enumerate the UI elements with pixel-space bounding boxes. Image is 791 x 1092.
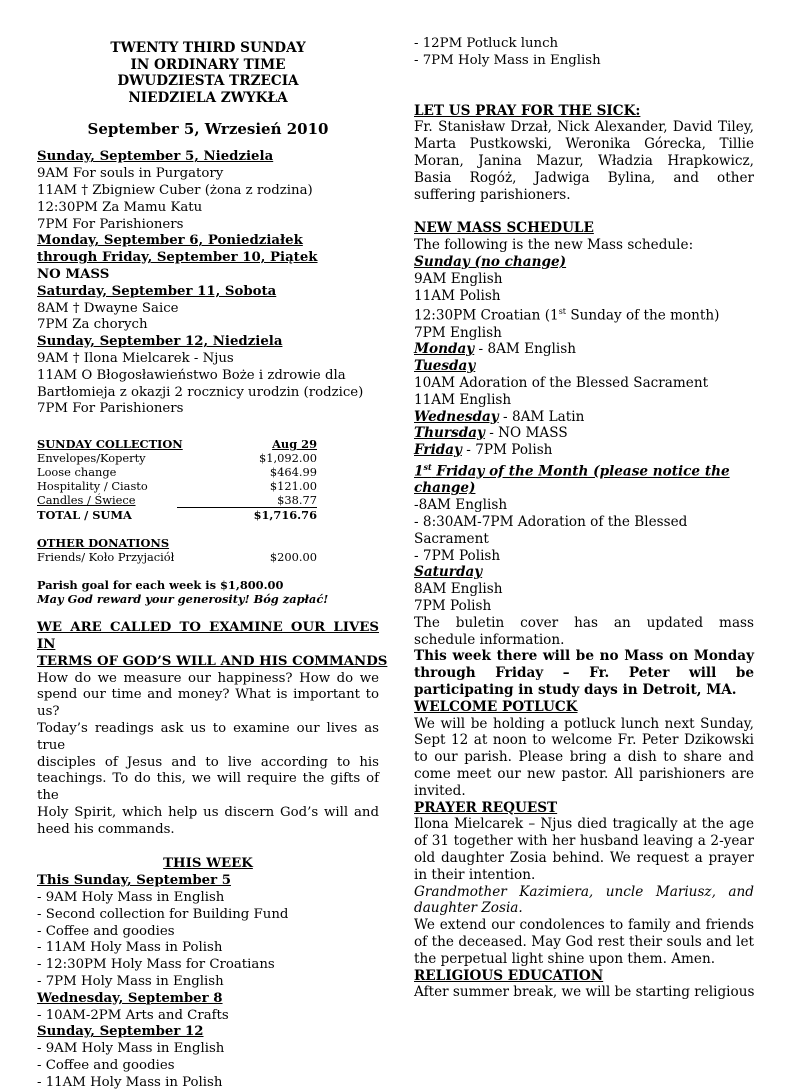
title-line: IN ORDINARY TIME [130,56,286,73]
donation-amount: $200.00 [269,550,317,565]
prayer-text: of 31 together with her husband leaving a 2-year [414,833,754,850]
day-heading: This Sunday, September 5 [37,873,231,889]
tuesday-label: Tuesday [414,358,476,375]
condolence-text: We extend our condolences to family and friends [414,917,754,934]
mass-schedule-heading: NEW MASS SCHEDULE [414,220,594,237]
first-friday-num: 1 [414,463,424,480]
this-week [37,856,379,1091]
title-line: NIEDZIELA ZWYKŁA [128,89,288,106]
notice-line: participating in study days in Detroit, MA. [414,681,737,698]
monday-row [414,341,754,358]
monday-label: Monday [414,341,475,358]
pray-text: Basia Rogóż, Jadwiga Bylina, and other [414,169,754,186]
condolence-text: the perpetual light shine upon them. Amen. [414,950,716,967]
collection-amount: $1,092.00 [259,451,317,466]
called-text: teachings. To do this, we will require the gifts of the [37,771,379,804]
wednesday-label: Wednesday [414,408,499,425]
pray-section [414,103,754,204]
bulletin-date: September 5, Wrzesień 2010 [87,120,329,139]
event-line: - 7PM Holy Mass in English [414,52,601,68]
parish-goal: Parish goal for each week is $1,800.00 [37,578,284,593]
collection-label: Candles / Świece [37,493,136,508]
schedule-item: 7PM English [414,324,502,341]
collection-label: Loose change [37,465,117,480]
list-item: - 12:30PM Holy Mass for Croatians [37,957,275,973]
left-column [37,0,388,1092]
other-donations [37,536,379,564]
pray-text: suffering parishioners. [414,186,571,203]
first-friday-label [414,459,754,480]
no-mass-notice [414,648,754,698]
prayer-request-heading: PRAYER REQUEST [414,799,558,816]
schedule-item: 8AM English [414,581,503,598]
schedule-item: 10AM Adoration of the Blessed Sacrament [414,375,709,392]
friday-row [414,442,754,459]
other-donations-heading: OTHER DONATIONS [37,536,170,551]
schedule-item: -8AM English [414,497,508,514]
religious-education-section [414,968,754,1002]
pray-text: Fr. Stanisław Drzał, Nick Alexander, David Tiley, [414,119,754,136]
first-friday-rest: Friday of the Month (please notice the [431,463,730,480]
list-item: - Second collection for Building Fund [37,906,289,922]
list-item: - Coffee and goodies [37,923,175,939]
collection-label: Envelopes/Koperty [37,451,146,466]
prayer-text: in their intention. [414,866,536,883]
bulletin-title [37,40,379,106]
day-heading: Sunday, September 12, Niedziela [37,334,283,350]
friday-label: Friday [414,442,462,459]
day-heading: Wednesday, September 8 [37,990,223,1006]
list-item: 7PM For Parishioners [37,216,184,232]
saturday-label: Saturday [414,564,483,581]
mass-schedule [414,220,754,648]
notice-line: This week there will be no Mass on Monday [414,648,754,665]
pray-heading: LET US PRAY FOR THE SICK: [414,102,641,119]
total-label: TOTAL / SUMA [37,508,132,523]
potluck-text: invited. [414,782,466,799]
croatian-post: Sunday of the month) [566,307,720,324]
called-text: spend our time and money? What is important to us? [37,687,379,720]
thursday-label: Thursday [414,425,485,442]
list-item: - 11AM Holy Mass in Polish [37,1074,223,1090]
first-friday-cont: change) [414,480,476,497]
list-item: NO MASS [37,266,110,282]
bulletin-note: The buletin cover has an updated mass [414,614,754,631]
list-item: 9AM For souls in Purgatory [37,166,224,182]
wednesday-text: - 8AM Latin [498,408,585,425]
first-friday-sup: st [423,462,432,473]
bulletin-note: schedule information. [414,631,565,648]
mass-schedule-intro: The following is the new Mass schedule: [414,237,694,254]
prayer-text: old daughter Zosia behind. We request a prayer [414,849,754,866]
right-column [414,0,754,1001]
called-heading: WE ARE CALLED TO EXAMINE OUR LIVES IN [37,620,379,652]
prayer-family: daughter Zosia. [414,900,523,917]
called-text: Today’s readings ask us to examine our lives as true [37,720,379,753]
mass-intentions [37,149,379,418]
list-item: 8AM † Dwayne Saice [37,300,179,316]
collection-amount: $464.99 [269,465,317,480]
list-item: - 9AM Holy Mass in English [37,1041,225,1057]
list-item: - 11AM Holy Mass in Polish [37,940,223,956]
called-text: Holy Spirit, which help us discern God’s will and [37,804,379,820]
schedule-item: 11AM Polish [414,287,501,304]
schedule-item: 7PM Polish [414,597,492,614]
this-week-heading: THIS WEEK [163,856,253,872]
collection-date: Aug 29 [272,437,317,452]
thursday-text: - NO MASS [484,425,568,442]
potluck-text: come meet our new pastor. All parishioners are [414,765,754,782]
collection-heading: SUNDAY COLLECTION [37,437,183,452]
donation-label: Friends/ Koło Przyjaciół [37,550,175,565]
pray-text: Marta Pustkowski, Weronika Górecka, Tillie [414,136,754,153]
schedule-item [414,304,754,324]
list-item: 11AM O Błogosławieństwo Boże i zdrowie dla [37,367,346,383]
day-heading: Saturday, September 11, Sobota [37,283,277,299]
schedule-item: Sacrament [414,530,489,547]
friday-text: - 7PM Polish [461,442,553,459]
total-amount: $1,716.76 [253,508,317,523]
condolence-text: of the deceased. May God rest their souls and let [414,933,754,950]
day-heading: Monday, September 6, Poniedziałek [37,233,303,249]
collection-amount: $38.77 [277,493,317,508]
pray-text: Moran, Janina Mazur, Władzia Hrapkowicz, [414,152,754,169]
sunday-label: Sunday (no change) [414,253,567,270]
list-item: - 10AM-2PM Arts and Crafts [37,1007,229,1023]
schedule-item: - 8:30AM-7PM Adoration of the Blessed [414,513,688,530]
schedule-item: 11AM English [414,391,512,408]
called-text: How do we measure our happiness? How do we [37,670,379,686]
potluck-heading: WELCOME POTLUCK [414,698,578,715]
reward-line: May God reward your generosity! Bóg zapłać! [37,592,329,607]
event-line: - 12PM Potluck lunch [414,36,559,51]
potluck-section [414,699,754,800]
called-text: heed his commands. [37,821,175,837]
schedule-item: - 7PM Polish [414,547,501,564]
list-item: 9AM † Ilona Mielcarek - Njus [37,350,234,366]
day-heading: Sunday, September 12 [37,1024,204,1040]
list-item: 12:30PM Za Mamu Katu [37,199,203,215]
title-line: DWUDZIESTA TRZECIA [117,73,299,90]
potluck-text: to our parish. Please bring a dish to share and [414,749,754,766]
list-item: - 9AM Holy Mass in English [37,890,225,906]
list-item: Bartłomieja z okazji 2 rocznicy urodzin (rodzice) [37,384,364,400]
day-heading: Sunday, September 5, Niedziela [37,149,274,165]
collection-amount: $121.00 [269,479,317,494]
sunday-collection [37,437,379,522]
thursday-row [414,425,754,442]
title-line: TWENTY THIRD SUNDAY [110,40,306,56]
called-heading: TERMS OF GOD’S WILL AND HIS COMMANDS [37,653,388,669]
prayer-request-section [414,800,754,968]
collection-label: Hospitality / Ciasto [37,479,148,494]
list-item: 7PM For Parishioners [37,401,184,417]
called-section [37,620,388,838]
monday-text: - 8AM English [474,341,576,358]
list-item: - Coffee and goodies [37,1058,175,1074]
potluck-text: We will be holding a potluck lunch next Sunday, [414,715,754,732]
called-text: disciples of Jesus and to live according to his [37,754,379,770]
croatian-sup: st [558,307,567,317]
list-item: 7PM Za chorych [37,317,148,333]
prayer-text: Ilona Mielcarek – Njus died tragically at the age [414,816,754,833]
prayer-family: Grandmother Kazimiera, uncle Mariusz, and [414,883,754,900]
list-item: 11AM † Zbigniew Cuber (żona z rodzina) [37,182,313,198]
schedule-item: 9AM English [414,270,503,287]
list-item: - 7PM Holy Mass in English [37,974,224,990]
religious-ed-text: After summer break, we will be starting religious [414,984,755,1001]
potluck-text: Sept 12 at noon to welcome Fr. Peter Dzikowski [414,732,754,749]
notice-line: through Friday – Fr. Peter will be [414,665,754,682]
croatian-pre: 12:30PM Croatian (1 [414,307,559,324]
religious-ed-heading: RELIGIOUS EDUCATION [414,967,604,984]
wednesday-row [414,409,754,426]
day-heading: through Friday, September 10, Piątek [37,250,318,266]
